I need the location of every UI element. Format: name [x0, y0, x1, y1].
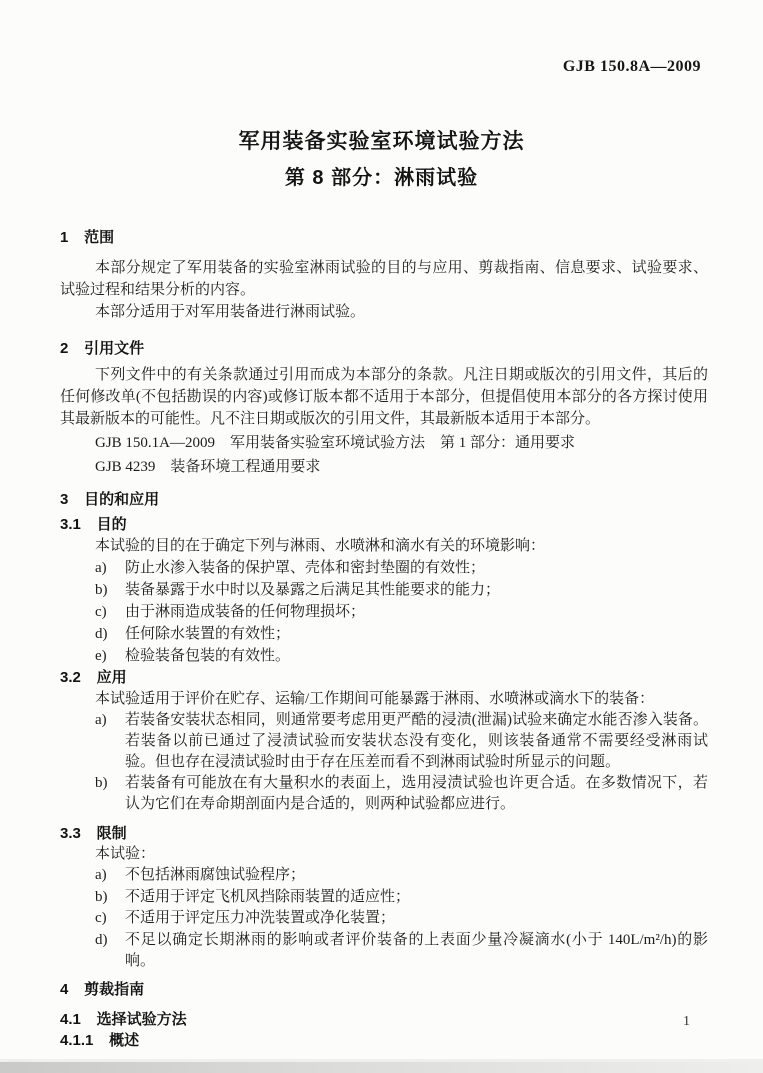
list-item	[60, 579, 708, 601]
section-3-2-intro: 本试验适用于评价在贮存、运输/工作期间可能暴露于淋雨、水喷淋或滴水下的装备：	[95, 691, 655, 707]
list-item	[60, 887, 708, 909]
section-3-3-intro: 本试验：	[95, 846, 156, 862]
list-item	[60, 645, 708, 667]
document-title	[0, 130, 763, 190]
section-1-paragraph-1: 本部分规定了军用装备的实验室淋雨试验的目的与应用、剪裁指南、信息要求、试验要求、试验过程和结果分析的内容。	[60, 260, 708, 298]
section-2-title: 引用文件	[84, 340, 145, 357]
section-4-1-1-title: 概述	[109, 1031, 140, 1049]
list-item-label: c)	[95, 604, 107, 620]
list-item-text: 检验装备包装的有效性。	[125, 648, 291, 664]
list-item-text: 由于淋雨造成装备的任何物理损坏；	[125, 604, 366, 620]
list-item-label: b)	[95, 775, 108, 791]
list-item-label: d)	[95, 626, 108, 642]
section-3-2-list	[60, 710, 708, 815]
list-item	[60, 930, 708, 973]
section-2-paragraph-1: 下列文件中的有关条款通过引用而成为本部分的条款。凡注日期或版次的引用文件，其后的任何修改单(不包括勘误的内容)或修订版本都不适用于本部分，但提倡使用本部分的各方探讨使用其最新版本的可能性。凡不注日期或版次的引用文件，其最新版本适用于本部分。	[60, 367, 708, 427]
list-item-text: 任何除水装置的有效性；	[125, 626, 291, 642]
section-3-heading	[60, 489, 708, 510]
section-3-1-intro: 本试验的目的在于确定下列与淋雨、水喷淋和滴水有关的环境影响：	[95, 538, 546, 554]
section-1-title: 范围	[84, 229, 115, 246]
page-number: 1	[683, 1014, 690, 1029]
section-4-1-title: 选择试验方法	[96, 1010, 187, 1028]
section-4-number: 4	[60, 980, 69, 998]
standard-code: GJB 150.8A—2009	[562, 58, 701, 75]
list-item	[60, 601, 708, 623]
document-body	[60, 227, 708, 1051]
section-3-3-number: 3.3	[60, 825, 81, 842]
section-3-1-number: 3.1	[60, 516, 81, 533]
section-3-3-list	[60, 865, 708, 973]
list-item	[60, 865, 708, 887]
list-item-text: 不足以确定长期淋雨的影响或者评价装备的上表面少量冷凝滴水(小于 140L/m²/h)的影响。	[125, 931, 708, 969]
list-item-label: e)	[95, 648, 107, 664]
list-item	[60, 557, 708, 579]
section-3-title: 目的和应用	[84, 491, 160, 508]
list-item	[60, 773, 708, 815]
section-3-2-heading	[60, 667, 708, 688]
section-2-heading	[60, 338, 708, 359]
section-1-number: 1	[60, 229, 69, 246]
section-3-2-number: 3.2	[60, 669, 81, 686]
list-item-text: 不适用于评定飞机风挡除雨装置的适应性；	[125, 888, 411, 905]
list-item-label: a)	[95, 560, 107, 576]
section-3-3-heading	[60, 823, 708, 844]
section-2-number: 2	[60, 340, 69, 357]
list-item	[60, 908, 708, 930]
section-4-heading	[60, 979, 708, 1000]
list-item-text: 不适用于评定压力冲洗装置或净化装置；	[125, 910, 396, 926]
section-3-2-title: 应用	[96, 669, 127, 686]
reference-gjb-4239: GJB 4239 装备环境工程通用要求	[95, 459, 321, 475]
reference-gjb-150-1a: GJB 150.1A—2009 军用装备实验室环境试验方法 第 1 部分：通用要求	[95, 435, 576, 451]
scan-edge	[0, 1062, 763, 1073]
title-line-1: 军用装备实验室环境试验方法	[238, 130, 525, 153]
list-item-text: 不包括淋雨腐蚀试验程序；	[125, 867, 306, 883]
section-3-1-title: 目的	[96, 516, 127, 533]
list-item	[60, 710, 708, 773]
list-item	[60, 623, 708, 645]
list-item-text: 若装备有可能放在有大量积水的表面上，选用浸渍试验也许更合适。在多数情况下，若认为它们在寿命期剖面内是合适的，则两种试验都应进行。	[125, 775, 708, 812]
section-1-heading	[60, 227, 708, 248]
list-item-text: 装备暴露于水中时以及暴露之后满足其性能要求的能力；	[125, 582, 501, 598]
section-3-3-title: 限制	[96, 825, 127, 842]
list-item-label: a)	[95, 712, 107, 728]
list-item-label: c)	[95, 910, 107, 926]
section-1-paragraph-2: 本部分适用于对军用装备进行淋雨试验。	[95, 304, 366, 320]
section-4-1-number: 4.1	[60, 1010, 81, 1028]
section-3-1-list	[60, 557, 708, 667]
list-item-label: a)	[95, 867, 107, 883]
section-4-1-heading	[60, 1009, 708, 1030]
section-3-number: 3	[60, 491, 69, 508]
list-item-label: b)	[95, 582, 108, 598]
list-item-text: 防止水渗入装备的保护罩、壳体和密封垫圈的有效性；	[125, 560, 486, 576]
section-4-title: 剪裁指南	[84, 980, 145, 998]
title-line-2: 第 8 部分：淋雨试验	[284, 167, 479, 189]
section-4-1-1-number: 4.1.1	[60, 1031, 94, 1049]
section-3-1-heading	[60, 514, 708, 535]
section-4-1-1-heading	[60, 1030, 708, 1051]
list-item-text: 若装备安装状态相同，则通常要考虑用更严酷的浸渍(泄漏)试验来确定水能否渗入装备。若装备以前已通过了浸渍试验而安装状态没有变化，则该装备通常不需要经受淋雨试验。但也存在浸渍试验时由于存在压差而看不到淋雨试验时所显示的问题。	[125, 712, 708, 770]
list-item-label: b)	[95, 888, 108, 905]
list-item-label: d)	[95, 931, 108, 948]
